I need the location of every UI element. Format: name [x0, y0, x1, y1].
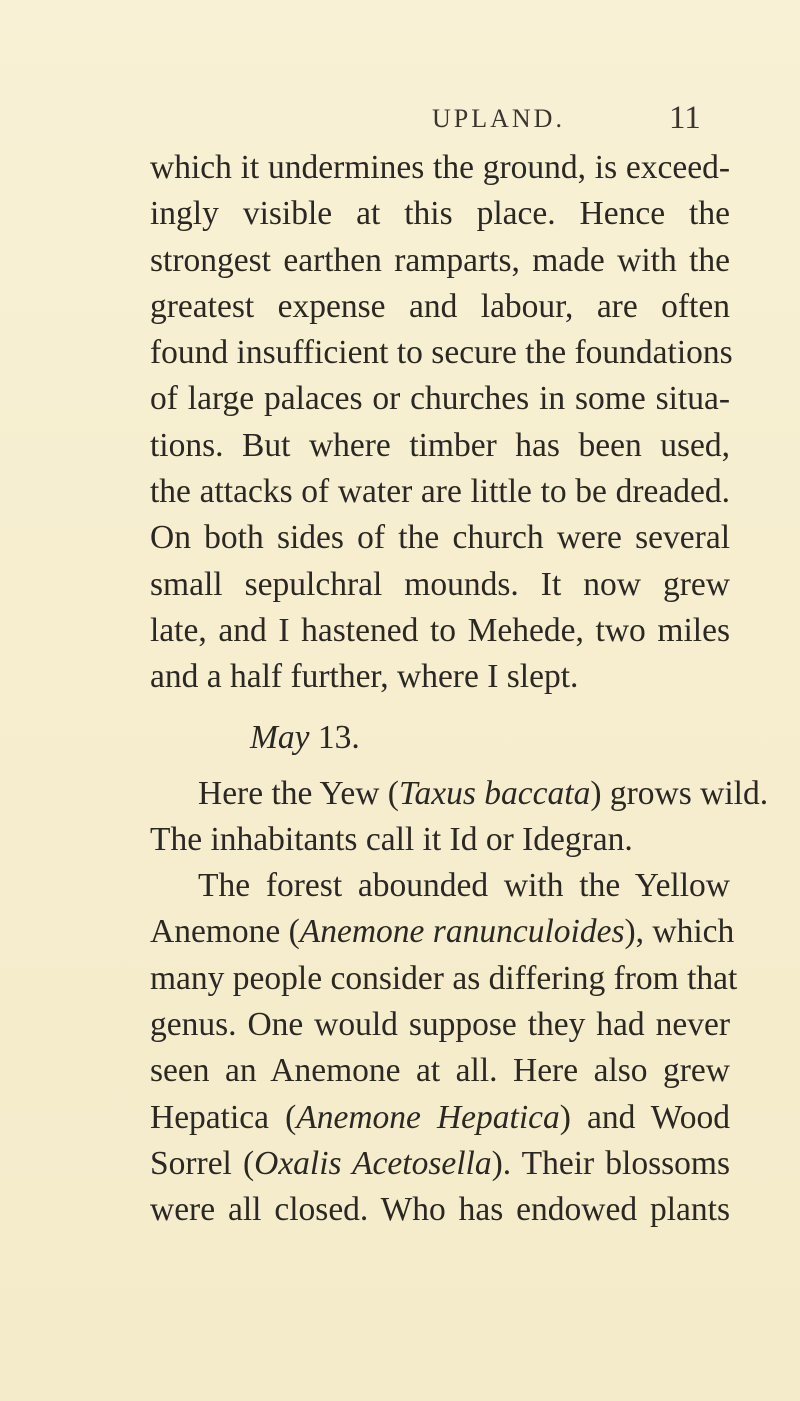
text-line: tions. But where timber has been used, [150, 426, 730, 464]
text-line: seen an Anemone at all. Here also grew [150, 1052, 730, 1090]
text-line [150, 1095, 730, 1141]
text-line: The inhabitants call it Id or Idegran. [150, 820, 633, 858]
text-line: many people consider as differing from that [150, 959, 738, 997]
text-line: small sepulchral mounds. It now grew [150, 565, 730, 603]
paragraph-3 [150, 863, 738, 1233]
page-number: 11 [669, 100, 701, 136]
date-day: 13. [317, 718, 360, 756]
body-text [150, 145, 769, 1234]
text-line: On both sides of the church were several [150, 519, 730, 557]
latin-name: Oxalis Acetosella [254, 1144, 492, 1182]
text-line: The forest abounded with the Yellow [198, 867, 730, 905]
latin-name: Taxus baccata [398, 774, 591, 812]
text-segment: Anemone ( [150, 913, 300, 951]
text-line: late, and I hastened to Mehede, two miles [150, 611, 730, 649]
text-line: which it undermines the ground, is exceed- [150, 149, 730, 186]
latin-name: Anemone Hepatica [296, 1098, 560, 1136]
text-line: ingly visible at this place. Hence the [150, 195, 730, 233]
text-segment: ), which [624, 913, 735, 951]
text-segment: ). Their blossoms [491, 1144, 730, 1182]
text-segment: Hepatica ( [150, 1098, 297, 1136]
paragraph-2 [150, 771, 769, 864]
text-line: were all closed. Who has endowed plants [150, 1191, 730, 1229]
text-line: genus. One would suppose they had never [150, 1006, 730, 1044]
text-line: found insufficient to secure the foundations [150, 334, 733, 372]
text-segment: Here the Yew ( [198, 774, 399, 812]
text-line: of large palaces or churches in some situa- [150, 380, 730, 418]
page-header [0, 100, 800, 144]
text-line: and a half further, where I slept. [150, 658, 579, 696]
text-segment: ) and Wood [559, 1098, 730, 1136]
text-line [150, 909, 735, 955]
text-segment: ) grows wild. [590, 774, 769, 812]
text-line: strongest earthen ramparts, made with the [150, 241, 730, 279]
text-line [150, 771, 769, 817]
paragraph-1 [150, 145, 733, 701]
date-month: May [250, 718, 310, 756]
text-line: the attacks of water are little to be dreaded. [150, 473, 730, 511]
text-line: greatest expense and labour, are often [150, 287, 730, 325]
text-line [150, 1141, 730, 1187]
latin-name: Anemone ranunculoides [299, 913, 625, 951]
running-head: UPLAND. [432, 104, 565, 133]
text-segment: Sorrel ( [150, 1144, 255, 1182]
date-heading [150, 705, 730, 771]
